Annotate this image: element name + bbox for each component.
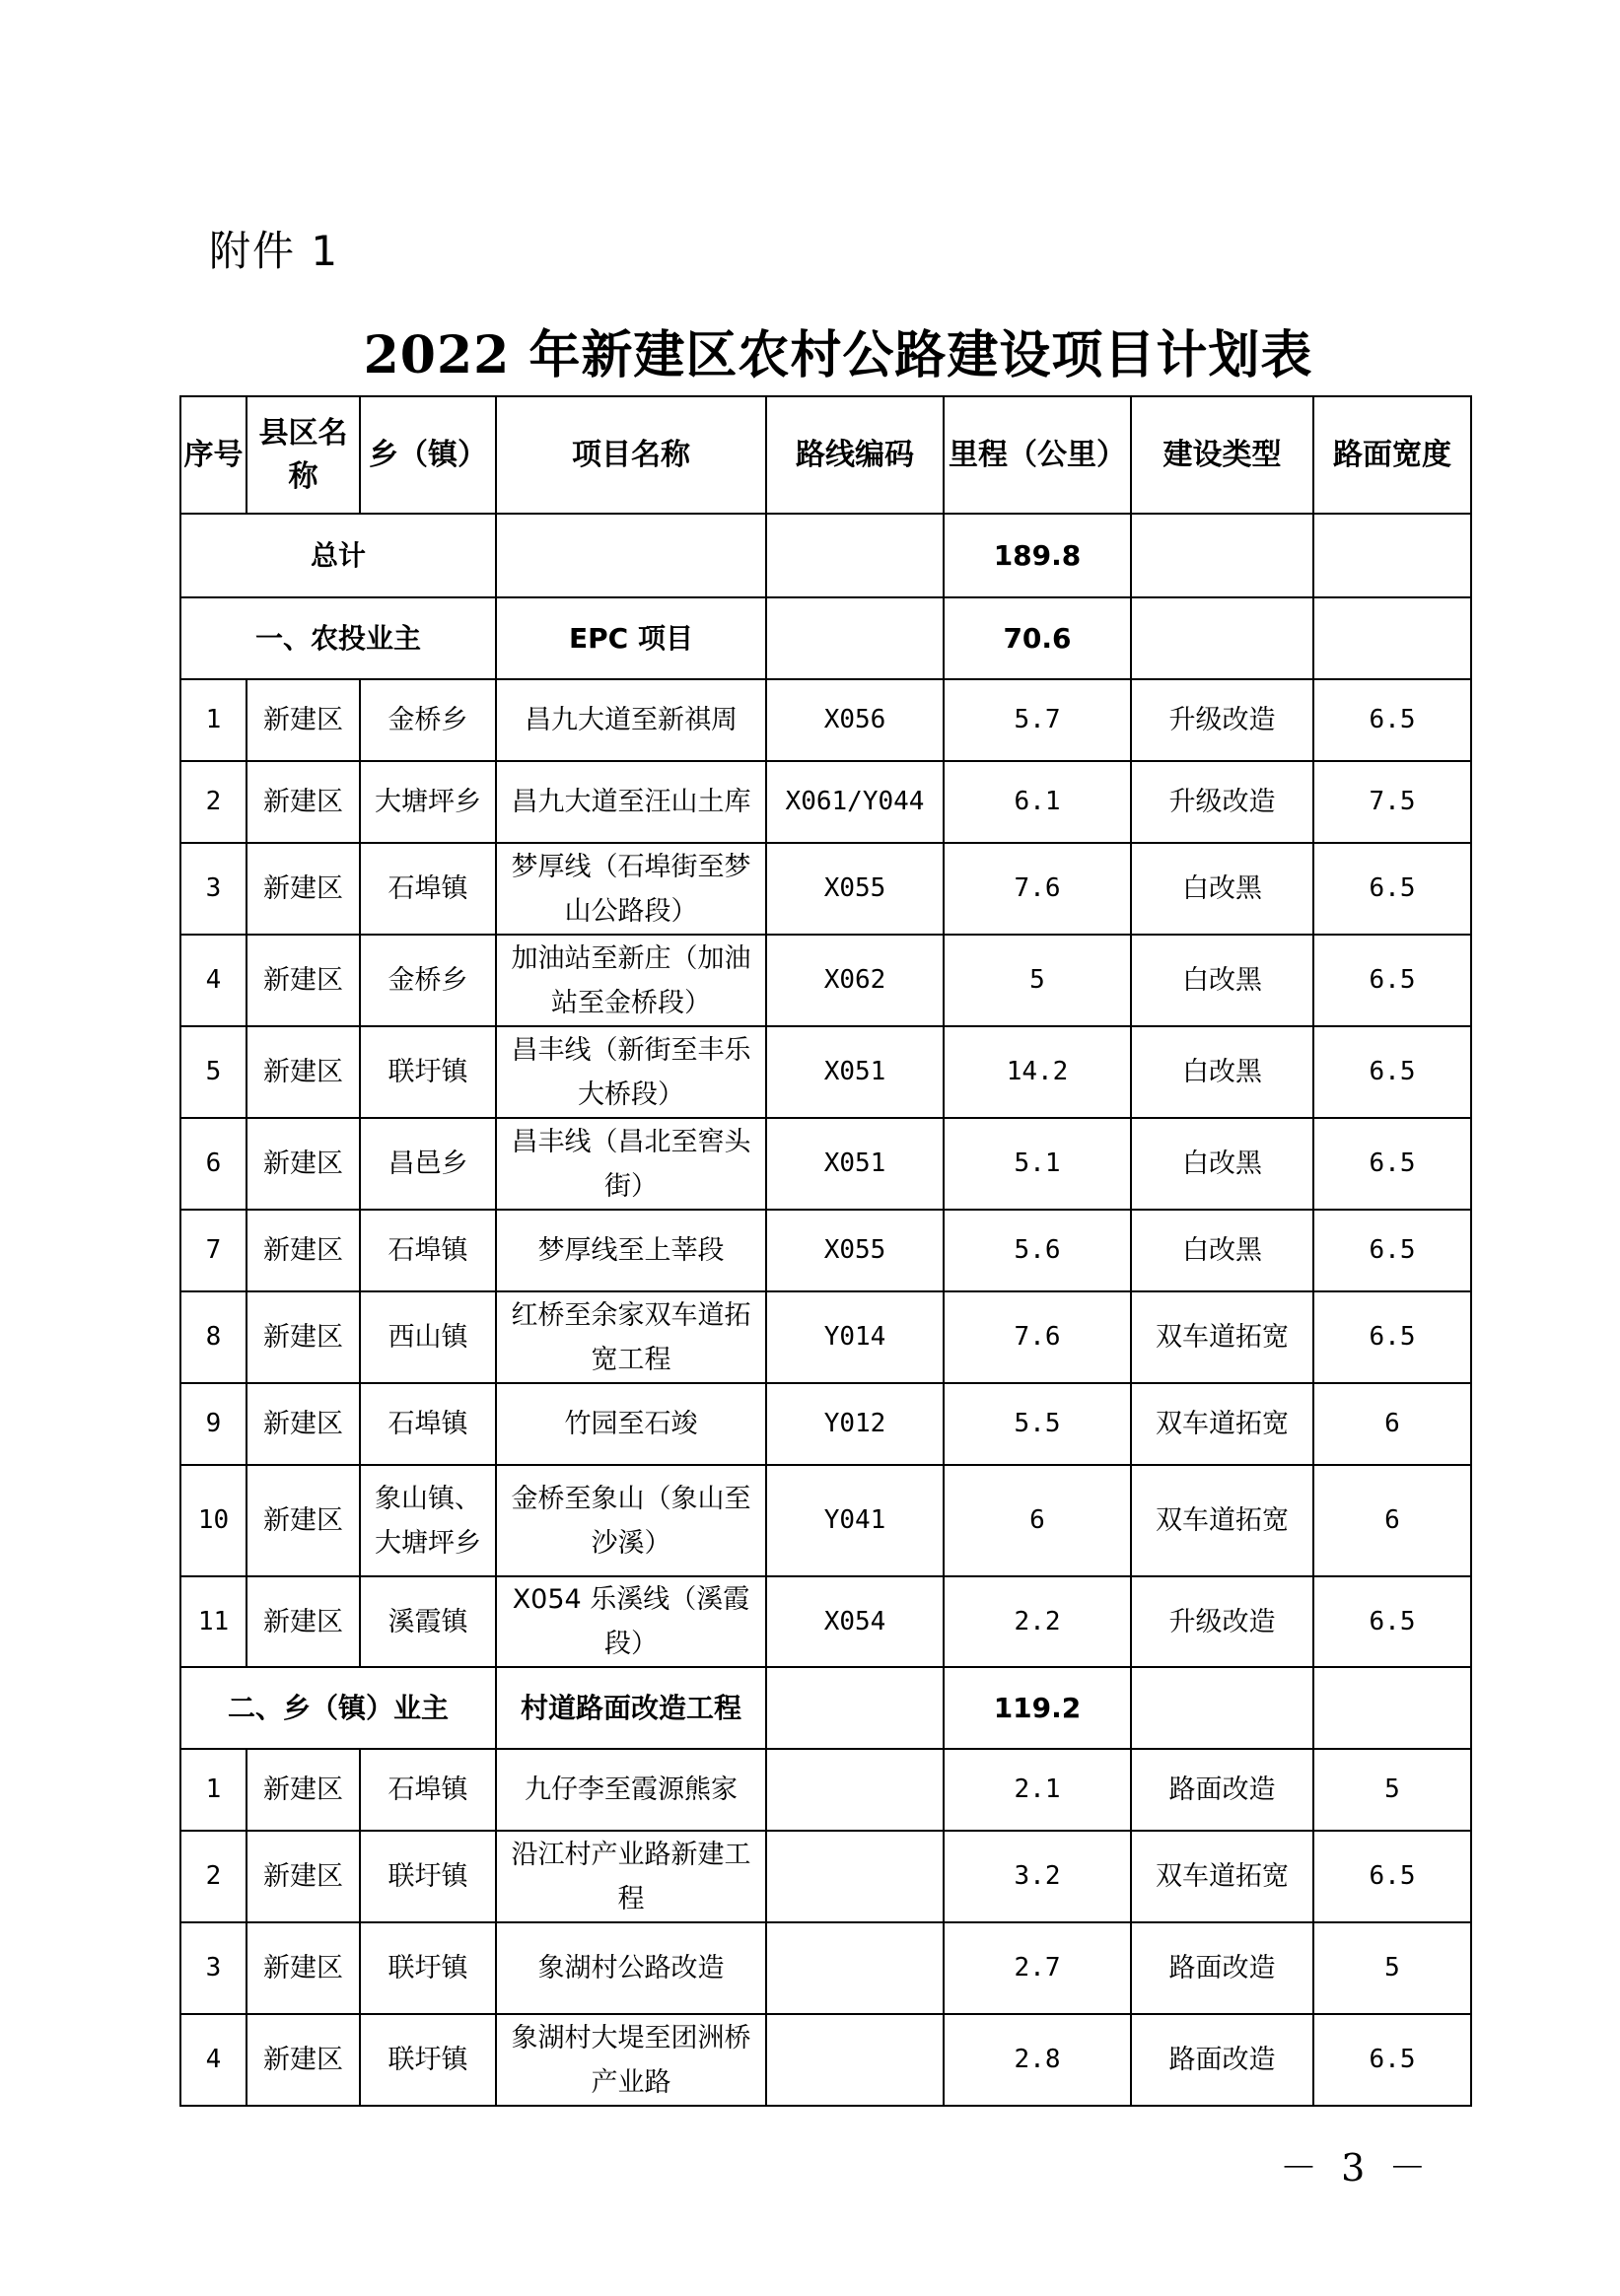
cell-seq: 10 xyxy=(180,1465,247,1576)
cell-type: 路面改造 xyxy=(1131,2014,1313,2106)
cell-town: 石埠镇 xyxy=(360,843,496,935)
cell-town: 西山镇 xyxy=(360,1291,496,1383)
cell-width: 6.5 xyxy=(1313,1210,1471,1291)
cell-type: 双车道拓宽 xyxy=(1131,1465,1313,1576)
cell-project: 沿江村产业路新建工程 xyxy=(496,1831,766,1922)
cell-mileage: 6.1 xyxy=(944,761,1131,843)
cell-code: Y041 xyxy=(766,1465,944,1576)
cell-seq: 9 xyxy=(180,1383,247,1465)
cell-project: 梦厚线（石埠街至梦山公路段） xyxy=(496,843,766,935)
cell-project: 昌九大道至新祺周 xyxy=(496,679,766,761)
cell-width: 6.5 xyxy=(1313,1118,1471,1210)
cell-code: X054 xyxy=(766,1576,944,1667)
section1-code-cell xyxy=(766,597,944,679)
cell-seq: 7 xyxy=(180,1210,247,1291)
cell-code: Y012 xyxy=(766,1383,944,1465)
cell-project: 象湖村大堤至团洲桥产业路 xyxy=(496,2014,766,2106)
cell-seq: 11 xyxy=(180,1576,247,1667)
cell-seq: 6 xyxy=(180,1118,247,1210)
cell-code: X055 xyxy=(766,1210,944,1291)
cell-width: 5 xyxy=(1313,1922,1471,2014)
section2-label: 二、乡（镇）业主 xyxy=(180,1667,496,1749)
cell-code: X051 xyxy=(766,1026,944,1118)
cell-code xyxy=(766,2014,944,2106)
cell-code: X056 xyxy=(766,679,944,761)
cell-project: 象湖村公路改造 xyxy=(496,1922,766,2014)
cell-type: 双车道拓宽 xyxy=(1131,1383,1313,1465)
cell-town: 石埠镇 xyxy=(360,1749,496,1831)
cell-seq: 1 xyxy=(180,679,247,761)
cell-town: 大塘坪乡 xyxy=(360,761,496,843)
table-row xyxy=(180,843,1471,935)
total-type-cell xyxy=(1131,514,1313,597)
cell-width: 6.5 xyxy=(1313,1576,1471,1667)
cell-county: 新建区 xyxy=(247,1831,360,1922)
cell-mileage: 3.2 xyxy=(944,1831,1131,1922)
section2-mileage: 119.2 xyxy=(944,1667,1131,1749)
document-title: 2022 年新建区农村公路建设项目计划表 xyxy=(363,325,1313,385)
table-row xyxy=(180,1026,1471,1118)
cell-code xyxy=(766,1831,944,1922)
cell-project: 金桥至象山（象山至沙溪） xyxy=(496,1465,766,1576)
cell-width: 6.5 xyxy=(1313,843,1471,935)
section2-project: 村道路面改造工程 xyxy=(496,1667,766,1749)
total-width-cell xyxy=(1313,514,1471,597)
cell-town: 联圩镇 xyxy=(360,1831,496,1922)
cell-seq: 4 xyxy=(180,2014,247,2106)
cell-mileage: 5.7 xyxy=(944,679,1131,761)
cell-project: 昌九大道至汪山土库 xyxy=(496,761,766,843)
cell-town: 联圩镇 xyxy=(360,2014,496,2106)
cell-type: 白改黑 xyxy=(1131,843,1313,935)
section2-width-cell xyxy=(1313,1667,1471,1749)
cell-width: 6.5 xyxy=(1313,1291,1471,1383)
header-mileage: 里程（公里） xyxy=(944,396,1131,514)
header-width: 路面宽度 xyxy=(1313,396,1471,514)
cell-mileage: 2.7 xyxy=(944,1922,1131,2014)
cell-town: 溪霞镇 xyxy=(360,1576,496,1667)
cell-mileage: 5.5 xyxy=(944,1383,1131,1465)
cell-seq: 3 xyxy=(180,1922,247,2014)
table-row xyxy=(180,1831,1471,1922)
total-mileage: 189.8 xyxy=(944,514,1131,597)
cell-county: 新建区 xyxy=(247,2014,360,2106)
cell-project: 昌丰线（昌北至窖头街） xyxy=(496,1118,766,1210)
cell-seq: 4 xyxy=(180,935,247,1026)
cell-county: 新建区 xyxy=(247,935,360,1026)
cell-mileage: 2.1 xyxy=(944,1749,1131,1831)
cell-town: 金桥乡 xyxy=(360,679,496,761)
total-label: 总计 xyxy=(180,514,496,597)
cell-seq: 3 xyxy=(180,843,247,935)
cell-seq: 8 xyxy=(180,1291,247,1383)
cell-county: 新建区 xyxy=(247,1291,360,1383)
cell-type: 双车道拓宽 xyxy=(1131,1291,1313,1383)
cell-seq: 1 xyxy=(180,1749,247,1831)
table-row xyxy=(180,1383,1471,1465)
cell-project: 九仔李至霞源熊家 xyxy=(496,1749,766,1831)
cell-town: 联圩镇 xyxy=(360,1922,496,2014)
table-row xyxy=(180,1922,1471,2014)
table-row xyxy=(180,1749,1471,1831)
cell-mileage: 5.1 xyxy=(944,1118,1131,1210)
cell-town: 昌邑乡 xyxy=(360,1118,496,1210)
cell-type: 白改黑 xyxy=(1131,1118,1313,1210)
cell-county: 新建区 xyxy=(247,761,360,843)
cell-mileage: 2.8 xyxy=(944,2014,1131,2106)
cell-town: 石埠镇 xyxy=(360,1210,496,1291)
cell-county: 新建区 xyxy=(247,1026,360,1118)
cell-county: 新建区 xyxy=(247,679,360,761)
cell-mileage: 6 xyxy=(944,1465,1131,1576)
cell-county: 新建区 xyxy=(247,1922,360,2014)
cell-width: 6.5 xyxy=(1313,1831,1471,1922)
cell-width: 6.5 xyxy=(1313,1026,1471,1118)
cell-width: 6 xyxy=(1313,1383,1471,1465)
cell-mileage: 5 xyxy=(944,935,1131,1026)
cell-type: 白改黑 xyxy=(1131,935,1313,1026)
cell-project: X054 乐溪线（溪霞段） xyxy=(496,1576,766,1667)
cell-code xyxy=(766,1749,944,1831)
attachment-label: 附件 1 xyxy=(209,227,340,275)
cell-width: 6.5 xyxy=(1313,935,1471,1026)
header-code: 路线编码 xyxy=(766,396,944,514)
table-row xyxy=(180,1465,1471,1576)
cell-county: 新建区 xyxy=(247,1118,360,1210)
cell-mileage: 5.6 xyxy=(944,1210,1131,1291)
cell-project: 昌丰线（新街至丰乐大桥段） xyxy=(496,1026,766,1118)
cell-code xyxy=(766,1922,944,2014)
cell-county: 新建区 xyxy=(247,843,360,935)
cell-mileage: 7.6 xyxy=(944,843,1131,935)
cell-code: X062 xyxy=(766,935,944,1026)
total-code-cell xyxy=(766,514,944,597)
header-county: 县区名称 xyxy=(247,396,360,514)
total-row xyxy=(180,514,1471,597)
section1-type-cell xyxy=(1131,597,1313,679)
cell-town: 石埠镇 xyxy=(360,1383,496,1465)
cell-code: X055 xyxy=(766,843,944,935)
cell-type: 升级改造 xyxy=(1131,761,1313,843)
header-row xyxy=(180,396,1471,514)
table-row xyxy=(180,1291,1471,1383)
section1-width-cell xyxy=(1313,597,1471,679)
cell-width: 6.5 xyxy=(1313,679,1471,761)
section1-mileage: 70.6 xyxy=(944,597,1131,679)
total-project-cell xyxy=(496,514,766,597)
header-project: 项目名称 xyxy=(496,396,766,514)
section2-code-cell xyxy=(766,1667,944,1749)
cell-seq: 2 xyxy=(180,1831,247,1922)
header-seq: 序号 xyxy=(180,396,247,514)
cell-type: 升级改造 xyxy=(1131,1576,1313,1667)
cell-mileage: 2.2 xyxy=(944,1576,1131,1667)
cell-width: 5 xyxy=(1313,1749,1471,1831)
cell-code: X061/Y044 xyxy=(766,761,944,843)
cell-seq: 5 xyxy=(180,1026,247,1118)
cell-county: 新建区 xyxy=(247,1576,360,1667)
table-row xyxy=(180,761,1471,843)
cell-county: 新建区 xyxy=(247,1749,360,1831)
cell-type: 白改黑 xyxy=(1131,1026,1313,1118)
cell-project: 竹园至石竣 xyxy=(496,1383,766,1465)
cell-county: 新建区 xyxy=(247,1210,360,1291)
table-row xyxy=(180,1118,1471,1210)
cell-town: 金桥乡 xyxy=(360,935,496,1026)
section1-row xyxy=(180,597,1471,679)
cell-seq: 2 xyxy=(180,761,247,843)
table-row xyxy=(180,679,1471,761)
section1-label: 一、农投业主 xyxy=(180,597,496,679)
cell-mileage: 7.6 xyxy=(944,1291,1131,1383)
cell-county: 新建区 xyxy=(247,1465,360,1576)
cell-width: 7.5 xyxy=(1313,761,1471,843)
cell-type: 路面改造 xyxy=(1131,1922,1313,2014)
section1-project: EPC 项目 xyxy=(496,597,766,679)
cell-type: 白改黑 xyxy=(1131,1210,1313,1291)
cell-type: 双车道拓宽 xyxy=(1131,1831,1313,1922)
table-row xyxy=(180,935,1471,1026)
table-row xyxy=(180,2014,1471,2106)
cell-project: 红桥至余家双车道拓宽工程 xyxy=(496,1291,766,1383)
table-row xyxy=(180,1576,1471,1667)
cell-width: 6 xyxy=(1313,1465,1471,1576)
header-type: 建设类型 xyxy=(1131,396,1313,514)
page-number: － 3 － xyxy=(1280,2146,1433,2190)
cell-project: 加油站至新庄（加油站至金桥段） xyxy=(496,935,766,1026)
cell-town: 联圩镇 xyxy=(360,1026,496,1118)
cell-code: X051 xyxy=(766,1118,944,1210)
cell-type: 升级改造 xyxy=(1131,679,1313,761)
cell-town: 象山镇、大塘坪乡 xyxy=(360,1465,496,1576)
cell-code: Y014 xyxy=(766,1291,944,1383)
section2-row xyxy=(180,1667,1471,1749)
cell-county: 新建区 xyxy=(247,1383,360,1465)
cell-width: 6.5 xyxy=(1313,2014,1471,2106)
section2-type-cell xyxy=(1131,1667,1313,1749)
project-plan-table xyxy=(179,395,1472,2107)
cell-mileage: 14.2 xyxy=(944,1026,1131,1118)
cell-project: 梦厚线至上莘段 xyxy=(496,1210,766,1291)
cell-type: 路面改造 xyxy=(1131,1749,1313,1831)
header-town: 乡（镇） xyxy=(360,396,496,514)
table-row xyxy=(180,1210,1471,1291)
